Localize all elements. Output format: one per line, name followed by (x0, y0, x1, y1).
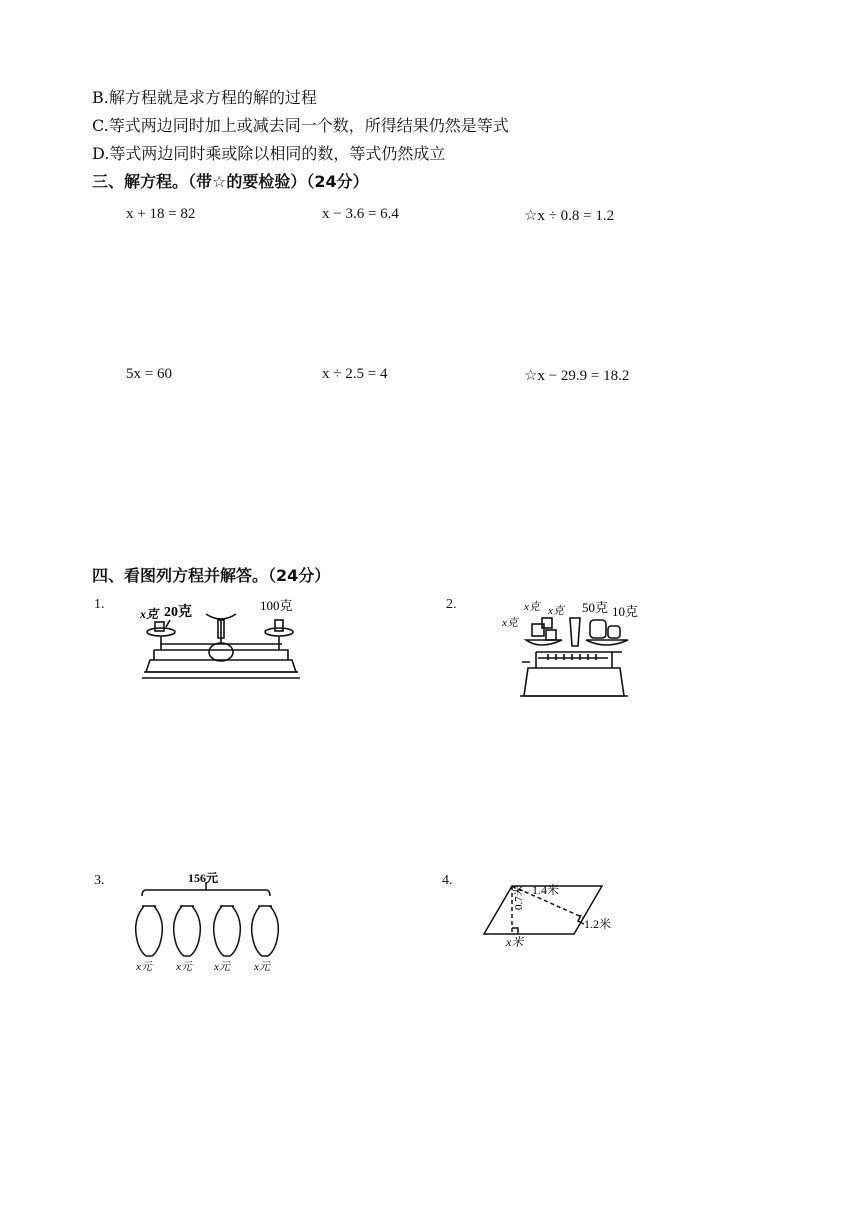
figure-1-balance-scale (136, 594, 306, 686)
figure-3-vases (126, 872, 286, 978)
option-c: C.等式两边同时加上或减去同一个数，所得结果仍然是等式 (92, 116, 509, 135)
figure-2-label-x1: x克 (524, 601, 540, 613)
figure-4-label-07: 0.7米 (513, 885, 525, 910)
figure-4-label-12: 1.2米 (584, 917, 612, 931)
figure-4-label-x: x米 (506, 935, 524, 949)
figure-2-label-x2: x克 (548, 605, 564, 617)
figure-3-label-x2: x元 (176, 961, 192, 973)
figure-3-label-x4: x元 (254, 961, 270, 973)
equation-3: ☆x ÷ 0.8 = 1.2 (524, 208, 615, 224)
figure-4-label-14: 1.4米 (532, 883, 560, 897)
section3-heading: 三、解方程。（带☆的要检验）（24分） (92, 172, 369, 191)
problem-1-number: 1. (94, 597, 105, 612)
problem-3-number: 3. (94, 873, 105, 888)
figure-3-label-x1: x元 (136, 961, 152, 973)
equation-4: 5x = 60 (126, 366, 172, 382)
figure-2-label-50: 50克 (582, 600, 609, 615)
figure-2-label-x3: x克 (502, 617, 518, 629)
figure-1-label-x: x克 (140, 607, 159, 621)
figure-2-label-10: 10克 (612, 604, 639, 619)
section4-heading: 四、看图列方程并解答。（24分） (92, 566, 331, 585)
figure-3-label-total: 156元 (188, 872, 219, 885)
figure-2-balance-scale (500, 596, 650, 704)
figure-4-parallelogram (480, 878, 620, 952)
equation-6: ☆x − 29.9 = 18.2 (524, 368, 630, 384)
problem-2-number: 2. (446, 597, 457, 612)
problem-4-number: 4. (442, 873, 453, 888)
figure-1-label-20: 20克 (164, 605, 192, 620)
figure-1-label-100: 100克 (260, 598, 293, 613)
figure-3-label-x3: x元 (214, 961, 230, 973)
option-d: D.等式两边同时乘或除以相同的数，等式仍然成立 (92, 144, 446, 163)
equation-2: x − 3.6 = 6.4 (322, 206, 399, 222)
equation-5: x ÷ 2.5 = 4 (322, 366, 388, 382)
option-b: B.解方程就是求方程的解的过程 (92, 88, 317, 107)
equation-1: x + 18 = 82 (126, 206, 196, 222)
